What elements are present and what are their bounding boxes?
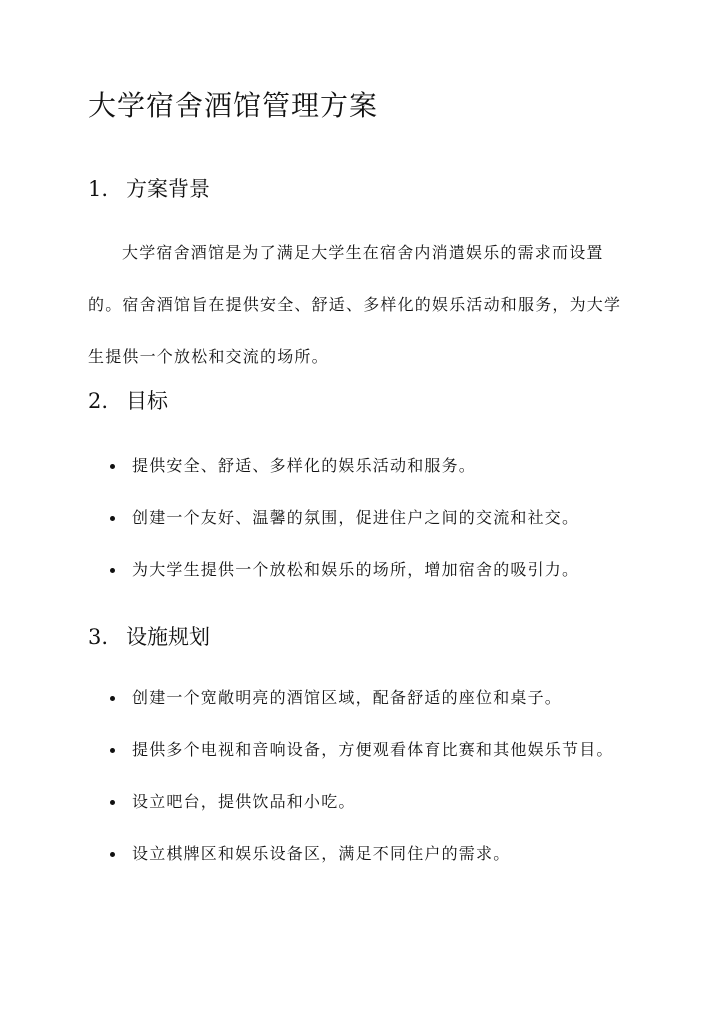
document-title: 大学宿舍酒馆管理方案	[88, 89, 379, 122]
bullet-dot-icon	[110, 568, 115, 573]
list-item	[88, 544, 633, 596]
bullet-dot-icon	[110, 696, 115, 701]
list-item-text: 设立棋牌区和娱乐设备区，满足不同住户的需求。	[132, 844, 511, 863]
section-title: 目标	[126, 389, 168, 413]
list-item-text: 设立吧台，提供饮品和小吃。	[132, 792, 356, 811]
list-item-text: 提供多个电视和音响设备，方便观看体育比赛和其他娱乐节目。	[132, 740, 614, 759]
section-number: 1.	[88, 177, 109, 201]
section-title: 方案背景	[126, 177, 210, 201]
list-item	[88, 492, 633, 544]
section-number: 2.	[88, 389, 109, 413]
facilities-list	[88, 672, 633, 880]
list-item	[88, 776, 633, 828]
bullet-dot-icon	[110, 800, 115, 805]
list-item	[88, 672, 633, 724]
list-item-text: 创建一个宽敞明亮的酒馆区域，配备舒适的座位和桌子。	[132, 688, 563, 707]
section-title: 设施规划	[126, 625, 210, 649]
bullet-dot-icon	[110, 516, 115, 521]
section-heading-background	[88, 174, 210, 204]
goals-list	[88, 440, 633, 596]
section-heading-goals	[88, 386, 168, 416]
bullet-dot-icon	[110, 464, 115, 469]
bullet-dot-icon	[110, 748, 115, 753]
list-item	[88, 828, 633, 880]
list-item-text: 创建一个友好、温馨的氛围，促进住户之间的交流和社交。	[132, 508, 580, 527]
list-item-text: 提供安全、舒适、多样化的娱乐活动和服务。	[132, 456, 477, 475]
section-number: 3.	[88, 625, 109, 649]
list-item	[88, 440, 633, 492]
list-item-text: 为大学生提供一个放松和娱乐的场所，增加宿舍的吸引力。	[132, 560, 580, 579]
list-item	[88, 724, 633, 776]
section-heading-facilities	[88, 622, 210, 652]
background-paragraph: 大学宿舍酒馆是为了满足大学生在宿舍内消遣娱乐的需求而设置的。宿舍酒馆旨在提供安全、舒适、多样化的娱乐活动和服务，为大学生提供一个放松和交流的场所。	[88, 243, 622, 366]
bullet-dot-icon	[110, 852, 115, 857]
